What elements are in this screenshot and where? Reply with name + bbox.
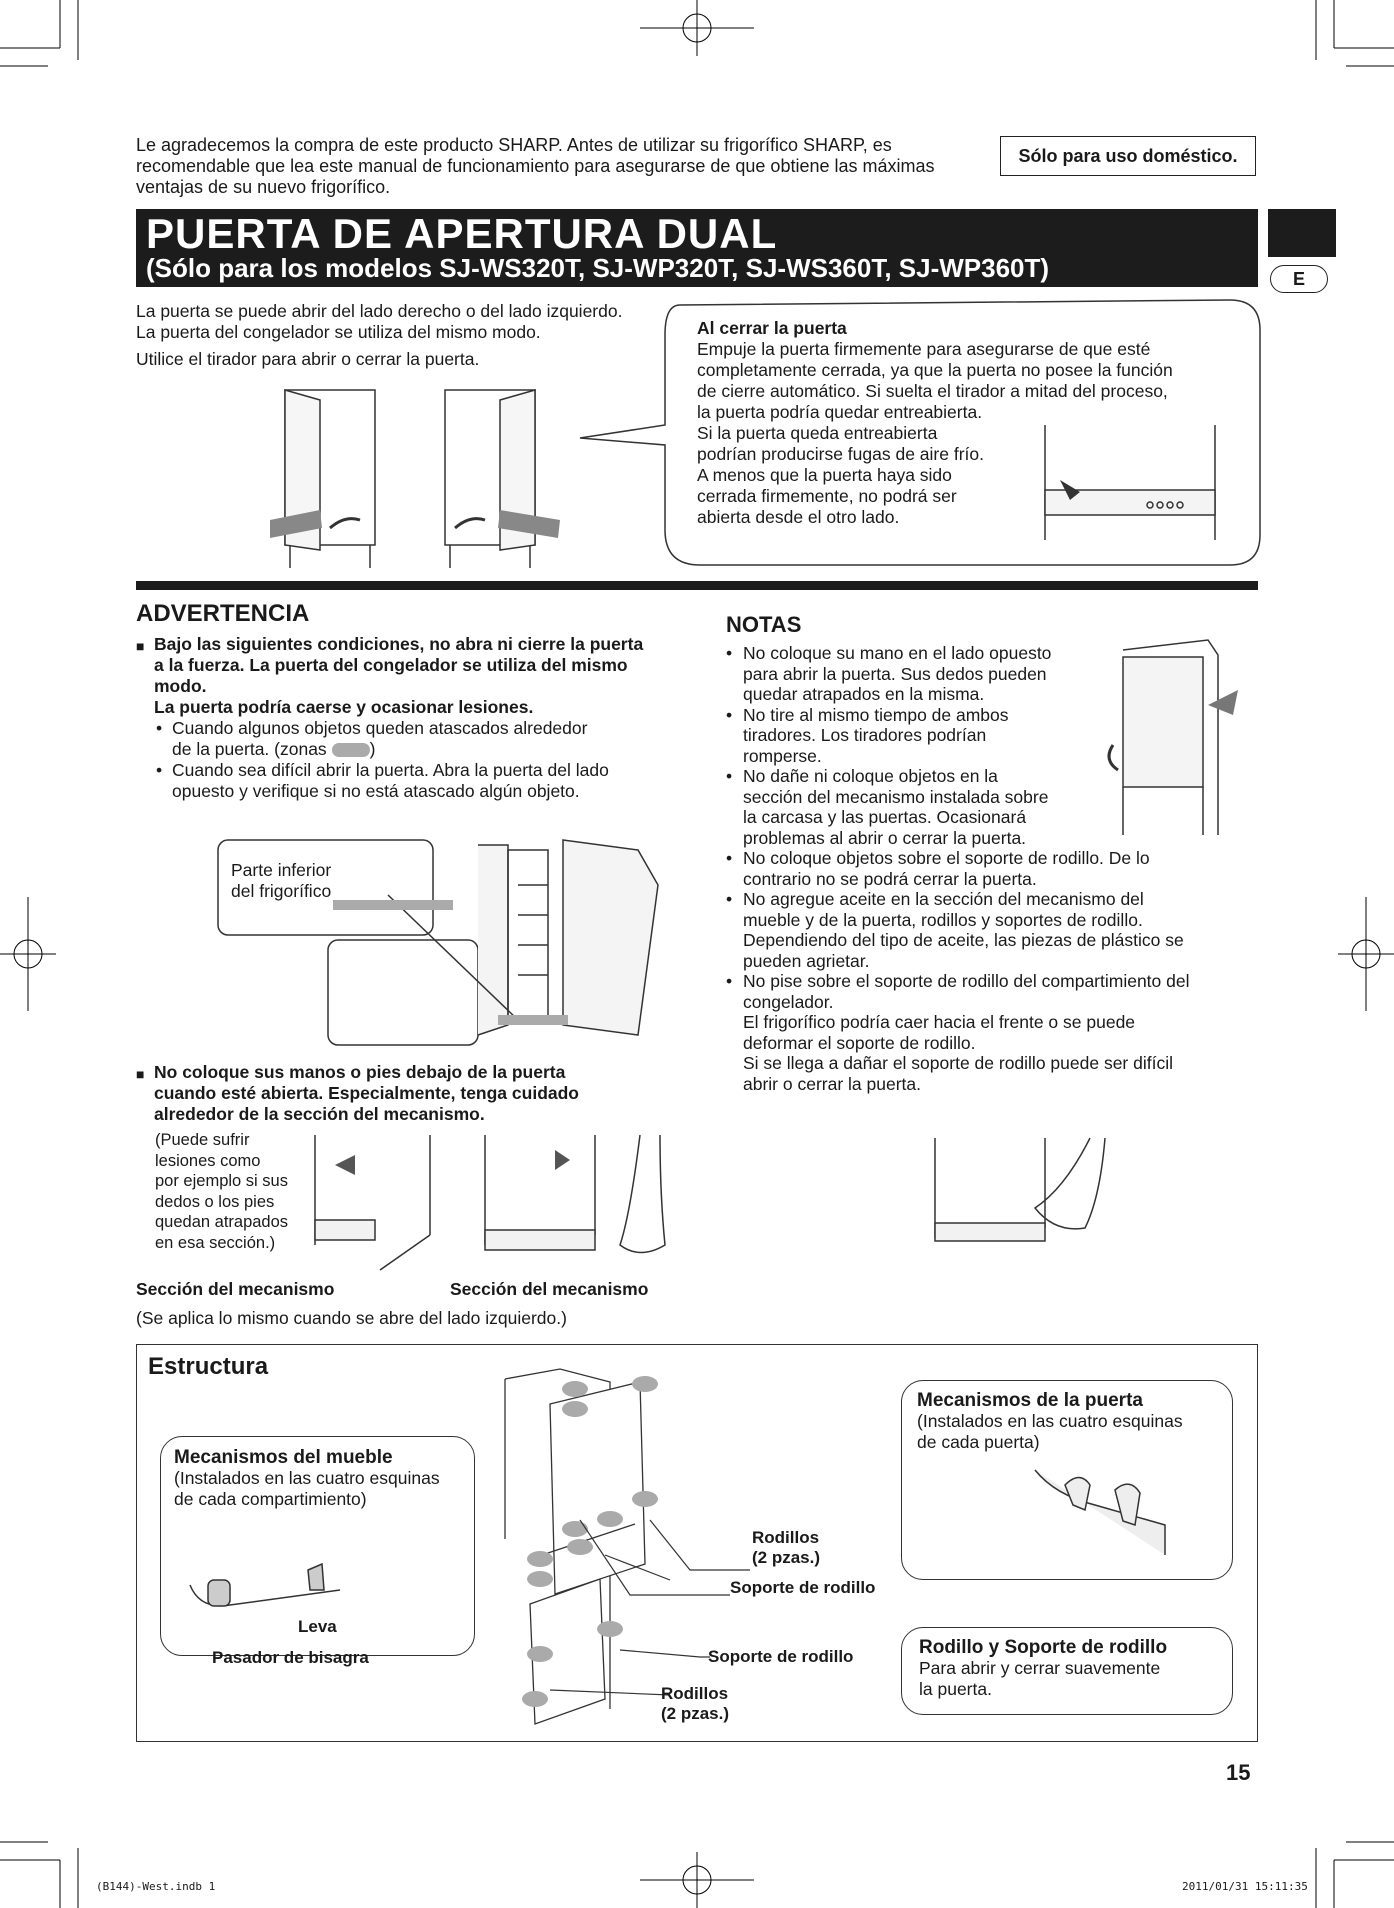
door-mechanism-title: Mecanismos de la puerta [917, 1390, 1143, 1411]
step-hazard-illustration [905, 1138, 1105, 1253]
door-open-line: La puerta se puede abrir del lado derecho o del lado izquierdo. [136, 301, 623, 321]
door-desc-line: de cada puerta) [917, 1432, 1040, 1452]
warning-line: cuando esté abierta. Especialmente, tenga cuidado [154, 1083, 579, 1103]
callout-line: del frigorífico [231, 881, 332, 901]
note-line: No pise sobre el soporte de rodillo del compartimiento del [743, 971, 1190, 991]
footer-file: (B144)-West.indb 1 [96, 1880, 216, 1893]
dot-bullet-icon: • [156, 760, 163, 780]
warning-block-1 [136, 634, 696, 802]
rollers-line: (2 pzas.) [661, 1704, 730, 1723]
warning-line: alrededor de la sección del mecanismo. [154, 1104, 485, 1124]
mechanism-hazard-illustration [310, 1135, 690, 1285]
language-badge-label: E [1292, 268, 1305, 289]
note-line: Si se llega a dañar el soporte de rodillo puede ser difícil [743, 1053, 1173, 1073]
side-tab [1268, 209, 1336, 257]
closing-line: completamente cerrada, ya que la puerta no posee la función [697, 360, 1173, 380]
note-line: No dañe ni coloque objetos en la [743, 766, 998, 786]
note-line: No coloque su mano en el lado opuesto [743, 643, 1052, 663]
note-line: El frigorífico podría caer hacia el frente o se puede [743, 1012, 1136, 1032]
zone-marker-icon [332, 743, 370, 757]
door-mechanism-text [917, 1390, 1183, 1453]
leva-label: Leva [298, 1617, 337, 1636]
note-line: para abrir la puerta. Sus dedos pueden [743, 663, 1047, 684]
note-line: sección del mecanismo instalada sobre [743, 786, 1049, 807]
injury-line: (Puede sufrir [155, 1131, 250, 1149]
notes-heading: NOTAS [726, 612, 802, 637]
closing-illustration [1040, 420, 1230, 540]
note-line: No coloque objetos sobre el soporte de rodillo. De lo [743, 848, 1150, 868]
note-line: mueble y de la puerta, rodillos y soportes de rodillo. [743, 909, 1143, 930]
note-line: quedar atrapados en la misma. [743, 684, 985, 704]
page-subtitle: (Sólo para los modelos SJ-WS320T, SJ-WP320T, SJ-WS360T, SJ-WP360T) [146, 253, 1050, 283]
closing-line: podrían producirse fugas de aire frío. [697, 444, 984, 464]
door-open-line: Utilice el tirador para abrir o cerrar la puerta. [136, 349, 480, 369]
domestic-use-label: Sólo para uso doméstico. [1018, 145, 1238, 166]
closing-line: de cierre automático. Si suelta el tirador a mitad del proceso, [697, 381, 1168, 401]
roller-support-text [919, 1637, 1167, 1700]
note-line: Dependiendo del tipo de aceite, las piezas de plástico se [743, 930, 1184, 950]
note-line: pueden agrietar. [743, 950, 870, 971]
closing-line: A menos que la puerta haya sido [697, 465, 952, 485]
footer-date: 2011/01/31 15:11:35 [1182, 1880, 1308, 1893]
fridge-bottom-callout [231, 860, 331, 902]
domestic-use-badge [1000, 136, 1256, 176]
rollers-line: Rodillos [661, 1684, 729, 1703]
note-line: la carcasa y las puertas. Ocasionará [743, 807, 1027, 827]
language-badge [1270, 265, 1328, 293]
cabinet-mechanism-text [174, 1447, 440, 1510]
warning-sub-line: de la puerta. (zonas [172, 739, 327, 759]
warning-line: a la fuerza. La puerta del congelador se utiliza del mismo [154, 655, 628, 675]
door-open-line: La puerta del congelador se utiliza del mismo modo. [136, 322, 541, 342]
title-bar [136, 209, 1258, 287]
mechanism-label-1: Sección del mecanismo [136, 1279, 335, 1299]
dot-bullet-icon: • [726, 848, 733, 868]
section-divider [136, 581, 1258, 590]
warning-block-2 [136, 1062, 696, 1125]
structure-heading: Estructura [148, 1353, 269, 1380]
note-line: problemas al abrir o cerrar la puerta. [743, 827, 1027, 848]
warning-line: modo. [154, 676, 207, 696]
square-bullet-icon: ■ [136, 638, 145, 654]
injury-line: dedos o los pies [155, 1192, 275, 1211]
note-line: congelador. [743, 991, 834, 1012]
injury-line: por ejemplo si sus [155, 1172, 288, 1190]
note-line: contrario no se podrá cerrar la puerta. [743, 868, 1037, 889]
door-desc-line: (Instalados en las cuatro esquinas [917, 1411, 1183, 1431]
page-number: 15 [1226, 1760, 1251, 1785]
note-line: No agregue aceite en la sección del mecanismo del [743, 889, 1144, 909]
cabinet-mechanism-illustration [190, 1550, 370, 1630]
mechanism-label-2: Sección del mecanismo [450, 1279, 649, 1299]
cabinet-mechanism-title: Mecanismos del mueble [174, 1447, 393, 1468]
roller-support-title: Rodillo y Soporte de rodillo [919, 1637, 1168, 1658]
door-mechanism-illustration [1035, 1465, 1175, 1555]
closing-line: la puerta podría quedar entreabierta. [697, 402, 983, 422]
callout-line: Parte inferior [231, 860, 332, 880]
warning-sub-line: ) [369, 739, 376, 759]
dot-bullet-icon: • [726, 704, 733, 725]
injury-line: quedan atrapados [155, 1213, 289, 1231]
dot-bullet-icon: • [726, 889, 733, 909]
notes-hand-illustration [1098, 635, 1248, 835]
closing-line: Empuje la puerta firmemente para asegurarse de que esté [697, 339, 1151, 359]
dot-bullet-icon: • [726, 643, 733, 663]
square-bullet-icon: ■ [136, 1066, 145, 1082]
warning-line: No coloque sus manos o pies debajo de la puerta [154, 1062, 566, 1082]
warning-sub-line: opuesto y verifique si no está atascado algún objeto. [172, 781, 580, 801]
rollers-label-bottom [661, 1684, 729, 1724]
rollers-line: Rodillos [752, 1528, 820, 1547]
dot-bullet-icon: • [156, 718, 163, 738]
note-line: tiradores. Los tiradores podrían [743, 725, 987, 745]
closing-line: cerrada firmemente, no podrá ser [697, 486, 957, 506]
dot-bullet-icon: • [726, 766, 733, 786]
page-title: PUERTA DE APERTURA DUAL [146, 210, 778, 257]
warning-line: Bajo las siguientes condiciones, no abra ni cierre la puerta [154, 634, 644, 654]
injury-note [155, 1130, 288, 1253]
injury-line: lesiones como [155, 1151, 261, 1170]
pasador-label: Pasador de bisagra [212, 1648, 369, 1667]
warning-sub-line: Cuando algunos objetos queden atascados alrededor [172, 718, 588, 738]
warning-sub-line: Cuando sea difícil abrir la puerta. Abra la puerta del lado [172, 760, 609, 780]
roller-support-label-2: Soporte de rodillo [708, 1647, 854, 1666]
diagram-leader-lines [520, 1500, 780, 1770]
note-line: abrir o cerrar la puerta. [743, 1073, 921, 1094]
roller-desc-line: Para abrir y cerrar suavemente [919, 1658, 1161, 1678]
dot-bullet-icon: • [726, 971, 733, 991]
warning-line: La puerta podría caerse y ocasionar lesiones. [154, 697, 534, 717]
cabinet-desc-line: de cada compartimiento) [174, 1489, 367, 1509]
roller-support-label-1: Soporte de rodillo [730, 1578, 876, 1597]
rollers-label-top [752, 1528, 820, 1568]
roller-desc-line: la puerta. [919, 1679, 992, 1699]
note-line: deformar el soporte de rodillo. [743, 1032, 976, 1053]
warning-heading: ADVERTENCIA [136, 600, 310, 627]
injury-line: en esa sección.) [155, 1233, 276, 1252]
intro-text: Le agradecemos la compra de este producto SHARP. Antes de utilizar su frigorífico SHARP, es recomendable que lea este manual de funcionamiento para asegurarse de que obtiene las máximas ventajas de su nuevo frigorífico. [136, 135, 935, 197]
closing-line: abierta desde el otro lado. [697, 507, 900, 527]
closing-title: Al cerrar la puerta [697, 318, 847, 338]
closing-line: Si la puerta queda entreabierta [697, 423, 938, 443]
left-side-note: (Se aplica lo mismo cuando se abre del lado izquierdo.) [136, 1308, 567, 1328]
cabinet-desc-line: (Instalados en las cuatro esquinas [174, 1468, 440, 1488]
note-line: No tire al mismo tiempo de ambos [743, 704, 1009, 725]
rollers-line: (2 pzas.) [752, 1548, 821, 1567]
note-line: romperse. [743, 745, 822, 766]
